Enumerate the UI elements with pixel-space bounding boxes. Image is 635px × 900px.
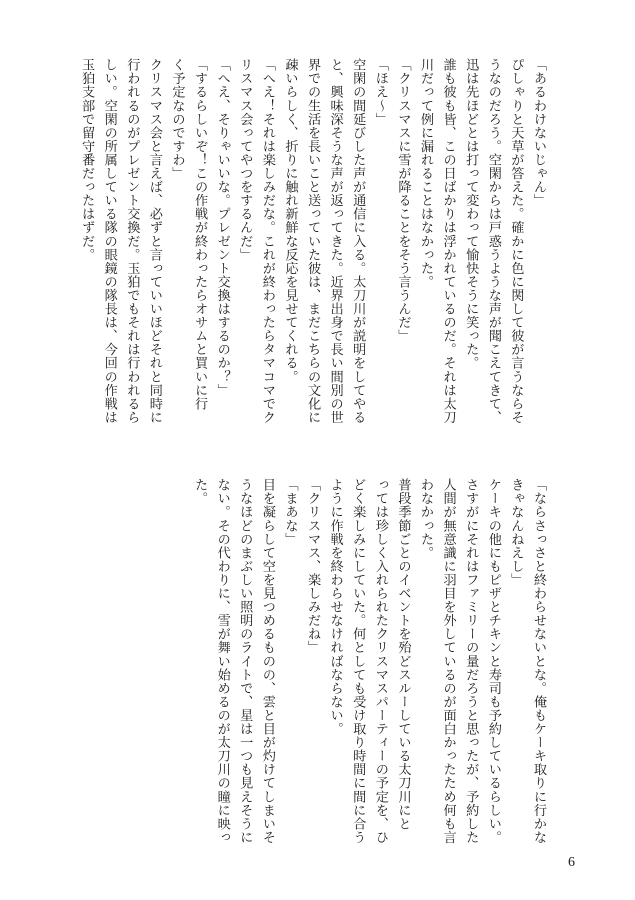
- text-line: 「クリスマス、楽しみだね」: [305, 478, 321, 655]
- text-line: わなかった。: [418, 478, 434, 560]
- text-line: 迅は先ほどとは打って変わって愉快そうに笑った。: [463, 58, 479, 370]
- text-line: 「クリスマスに雪が降ることをそう言うんだ」: [395, 58, 411, 343]
- text-line: 「ならさっさと終わらせないとな。俺もケーキ取りに行かな: [531, 478, 546, 844]
- text-line: 目を凝らして空を見つめるものの、雲と目が灼けてしまいそ: [259, 478, 275, 844]
- text-block-upper: [75, 58, 549, 463]
- text-line: 普段季節ごとのイベントを殆どスルーしている太刀川にと: [395, 478, 411, 831]
- text-line: どく楽しみにしていた。何としても受け取り時間に間に合う: [350, 478, 366, 844]
- text-line: 「へえ、そりゃいいな。プレゼント交換はするのか？」: [214, 58, 230, 397]
- text-line: 川だって例に漏れることはなかった。: [418, 58, 434, 289]
- text-line: と、興味深そうな声が返ってきた。近界出身で長い間別の世: [327, 58, 343, 424]
- text-line: 「するらしいぞ！この作戦が終わったらオサムと買いに行: [192, 58, 208, 411]
- text-line: 人間が無意識に羽目を外しているのが面白かったため何も言: [440, 478, 456, 844]
- text-line: 「へえ！それは楽しみだな。これが終わったらタマコマでク: [259, 58, 275, 424]
- text-line: クリスマス会と言えば、必ずと言っていいほどそれと同時に: [146, 58, 162, 424]
- text-line: しい。空閑の所属している隊の眼鏡の隊長は、今回の作戦は: [101, 58, 117, 424]
- text-line: 「まあな」: [282, 478, 298, 546]
- text-line: っては珍しく入れられたクリスマスパーティーの予定を、ひ: [372, 478, 388, 844]
- text-line: 「ほえ〜」: [372, 58, 388, 126]
- text-line: 空閑の間延びした声が通信に入る。太刀川が説明をしてやる: [350, 58, 366, 424]
- text-line: 行われるのがプレゼント交換だ。玉狛でもそれは行われるら: [124, 58, 140, 424]
- text-line: 誰も彼も皆、この日ばかりは浮かれているのだ。それは太刀: [440, 58, 456, 424]
- text-line: さすがにそれはファミリーの量だろうと思ったが、予約した: [463, 478, 479, 844]
- text-line: 疎いらしく、折りに触れ新鮮な反応を見せてくれる。: [282, 58, 298, 384]
- text-line: 玉狛支部で留守番だったはずだ。: [79, 58, 95, 262]
- text-line: きゃなんねえし」: [508, 478, 524, 587]
- text-line: た。: [192, 478, 208, 506]
- text-line: リスマス会ってやつをするんだ」: [237, 58, 253, 262]
- text-line: 「あるわけないじゃん」: [531, 58, 546, 208]
- page-number: 6: [568, 855, 575, 870]
- text-line: 界での生活を長いこと送っていた彼は、まだこちらの文化に: [305, 58, 321, 424]
- text-line: ケーキの他にもピザとチキンと寿司も予約しているらしい。: [485, 478, 501, 844]
- text-line: うなほどのまぶしい照明のライトで、星は一つも見えそうに: [237, 478, 253, 844]
- text-line: ぴしゃりと天草が答えた。確かに色に関して彼が言うならそ: [508, 58, 524, 424]
- text-line: ない。その代わりに、雪が舞い始めるのが太刀川の瞳に映っ: [214, 478, 230, 844]
- text-line: ように作戦を終わらせなければならない。: [327, 478, 343, 736]
- text-line: うなのだろう。空閑からは戸惑うような声が聞こえてきて、: [485, 58, 501, 424]
- text-line: く予定なのですわ」: [169, 58, 185, 180]
- text-block-lower: [188, 478, 550, 883]
